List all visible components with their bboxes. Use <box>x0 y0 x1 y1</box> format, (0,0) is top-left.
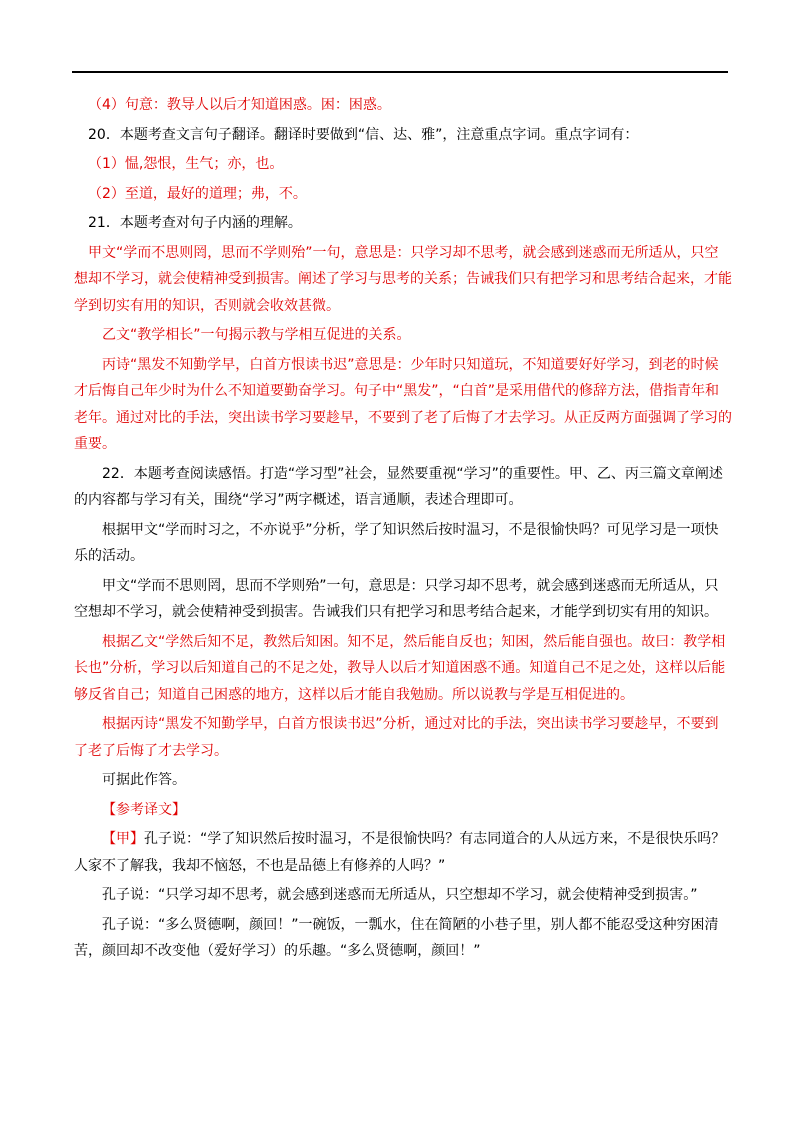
answer-19-4: （4）句意：教导人以后才知道困惑。困：困惑。 <box>88 97 391 113</box>
answer-22-conclusion: 可据此作答。 <box>102 772 186 788</box>
document-body <box>74 92 732 968</box>
header-rule <box>72 71 728 73</box>
answer-21-intro: 21．本题考查对句子内涵的理解。 <box>88 215 302 231</box>
answer-22-jia-1: 根据甲文“学而时习之，不亦说乎”分析，学了知识然后按时温习，不是很愉快吗？可见学习是一项快乐的活动。 <box>74 521 719 564</box>
translation-jia-1-text: 孔子说：“学了知识然后按时温习，不是很愉快吗？有志同道合的人从远方来，不是很快乐吗？人家不了解我，我却不恼怒，不也是品德上有修养的人吗？” <box>74 831 726 874</box>
answer-22-intro: 22．本题考查阅读感悟。打造“学习型”社会，显然要重视“学习”的重要性。甲、乙、丙三篇文章阐述的内容都与学习有关，围绕“学习”两字概述，语言通顺，表述合理即可。 <box>74 465 723 508</box>
answer-20-1: （1）愠,怨恨，生气；亦，也。 <box>88 156 284 172</box>
answer-22-yi: 根据乙文“学然后知不足，教然后知困。知不足，然后能自反也；知困，然后能自强也。故曰：教学相长也”分析，学习以后知道自己的不足之处，教导人以后才知道困惑不通。知道自己不足之处，这样以后能够反省自己；知道自己困惑的地方，这样以后才能自我勉励。所以说教与学是互相促进的。 <box>74 633 726 703</box>
answer-21-bing: 丙诗“黑发不知勤学早，白首方恨读书迟”意思是：少年时只知道玩，不知道要好好学习，到老的时候才后悔自己年少时为什么不知道要勤奋学习。句子中“黑发”，“白首”是采用借代的修辞方法，借指青年和老年。通过对比的手法，突出读书学习要趁早，不要到了老了后悔了才去学习。从正反两方面强调了学习的重要。 <box>74 356 732 452</box>
answer-21-yi: 乙文“教学相长”一句揭示教与学相互促进的关系。 <box>102 327 411 343</box>
translation-jia-2: 孔子说：“只学习却不思考，就会感到迷惑而无所适从，只空想却不学习，就会使精神受到损害。” <box>102 887 698 903</box>
answer-20-intro: 20．本题考查文言句子翻译。翻译时要做到“信、达、雅”，注意重点字词。重点字词有： <box>88 126 639 143</box>
reference-translation-heading: 【参考译文】 <box>102 801 186 818</box>
answer-21-jia: 甲文“学而不思则罔，思而不学则殆”一句，意思是：只学习却不思考，就会感到迷惑而无所适从，只空想却不学习，就会使精神受到损害。阐述了学习与思考的关系；告诫我们只有把学习和思考结合起来，才能学到切实有用的知识，否则就会收效甚微。 <box>74 244 732 314</box>
answer-20-2: （2）至道，最好的道理；弗，不。 <box>88 185 307 202</box>
answer-22-bing: 根据丙诗“黑发不知勤学早，白首方恨读书迟”分析，通过对比的手法，突出读书学习要趁早，不要到了老了后悔了才去学习。 <box>74 716 719 759</box>
translation-jia-1 <box>74 826 732 879</box>
translation-jia-3: 孔子说：“多么贤德啊，颜回！”一碗饭，一瓢水，住在简陋的小巷子里，别人都不能忍受这种穷困清苦，颜回却不改变他（爱好学习）的乐趣。“多么贤德啊，颜回！” <box>74 916 719 959</box>
translation-jia-label: 【甲】 <box>102 831 144 847</box>
answer-22-jia-2: 甲文“学而不思则罔，思而不学则殆”一句，意思是：只学习却不思考，就会感到迷惑而无所适从，只空想却不学习，就会使精神受到损害。告诫我们只有把学习和思考结合起来，才能学到切实有用的知识。 <box>74 577 719 620</box>
